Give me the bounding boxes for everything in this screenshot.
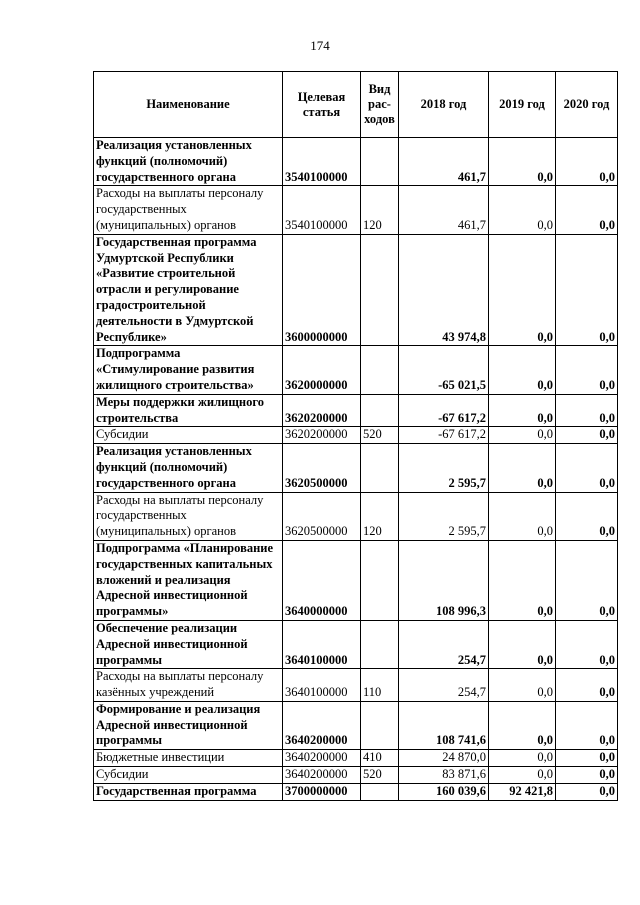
row-2019: 0,0 <box>489 767 556 784</box>
row-expense-type: 410 <box>361 750 399 767</box>
table-row <box>94 701 618 749</box>
row-2019: 0,0 <box>489 186 556 234</box>
row-expense-type <box>361 783 399 800</box>
row-2020: 0,0 <box>556 492 618 540</box>
row-article: 3620200000 <box>283 427 361 444</box>
row-expense-type <box>361 234 399 346</box>
row-expense-type <box>361 620 399 668</box>
row-article: 3620500000 <box>283 492 361 540</box>
row-name: Реализация установленных функций (полномочий) государственного органа <box>94 138 283 186</box>
table-row <box>94 346 618 394</box>
row-article: 3640100000 <box>283 620 361 668</box>
row-2019: 0,0 <box>489 234 556 346</box>
row-article: 3640100000 <box>283 669 361 702</box>
row-article: 3640000000 <box>283 540 361 620</box>
row-article: 3640200000 <box>283 701 361 749</box>
header-row <box>94 72 618 138</box>
row-name: Реализация установленных функций (полномочий) государственного органа <box>94 444 283 492</box>
row-2019: 0,0 <box>489 540 556 620</box>
row-2019: 0,0 <box>489 750 556 767</box>
row-expense-type: 120 <box>361 492 399 540</box>
row-2019: 0,0 <box>489 138 556 186</box>
row-name: Подпрограмма «Стимулирование развития жилищного строительства» <box>94 346 283 394</box>
row-name: Расходы на выплаты персоналу казённых учреждений <box>94 669 283 702</box>
row-article: 3620200000 <box>283 394 361 427</box>
row-name: Субсидии <box>94 427 283 444</box>
header-name: Наименование <box>94 72 283 138</box>
table-row <box>94 138 618 186</box>
row-article: 3600000000 <box>283 234 361 346</box>
table-row <box>94 492 618 540</box>
row-2020: 0,0 <box>556 427 618 444</box>
row-2018: 254,7 <box>399 620 489 668</box>
row-2018: 43 974,8 <box>399 234 489 346</box>
row-expense-type: 120 <box>361 186 399 234</box>
row-2018: 461,7 <box>399 186 489 234</box>
row-2018: 2 595,7 <box>399 492 489 540</box>
row-expense-type <box>361 346 399 394</box>
row-article: 3640200000 <box>283 750 361 767</box>
header-2020: 2020 год <box>556 72 618 138</box>
row-2019: 0,0 <box>489 701 556 749</box>
row-expense-type: 110 <box>361 669 399 702</box>
row-2019: 92 421,8 <box>489 783 556 800</box>
row-2020: 0,0 <box>556 540 618 620</box>
row-name: Обеспечение реализации Адресной инвестиционной программы <box>94 620 283 668</box>
row-name: Меры поддержки жилищного строительства <box>94 394 283 427</box>
row-name: Подпрограмма «Планирование государственных капитальных вложений и реализация Адресной инвестиционной программы» <box>94 540 283 620</box>
table-row <box>94 750 618 767</box>
table-row <box>94 783 618 800</box>
row-expense-type <box>361 540 399 620</box>
table-row <box>94 540 618 620</box>
table-row <box>94 186 618 234</box>
row-2018: 24 870,0 <box>399 750 489 767</box>
row-name: Государственная программа Удмуртской Республики «Развитие строительной отрасли и регулирование градостроительной деятельности в Удмуртской Республике» <box>94 234 283 346</box>
row-2018: 83 871,6 <box>399 767 489 784</box>
row-2018: -67 617,2 <box>399 427 489 444</box>
row-2018: 461,7 <box>399 138 489 186</box>
row-expense-type <box>361 138 399 186</box>
row-expense-type <box>361 444 399 492</box>
row-expense-type <box>361 394 399 427</box>
row-2020: 0,0 <box>556 394 618 427</box>
row-name: Государственная программа <box>94 783 283 800</box>
table-row <box>94 427 618 444</box>
row-2018: 108 741,6 <box>399 701 489 749</box>
row-2020: 0,0 <box>556 701 618 749</box>
row-2020: 0,0 <box>556 750 618 767</box>
row-article: 3620000000 <box>283 346 361 394</box>
row-2020: 0,0 <box>556 669 618 702</box>
row-2020: 0,0 <box>556 346 618 394</box>
row-2019: 0,0 <box>489 669 556 702</box>
header-expense-type: Вид рас-ходов <box>361 72 399 138</box>
row-2019: 0,0 <box>489 394 556 427</box>
row-2020: 0,0 <box>556 783 618 800</box>
row-article: 3540100000 <box>283 138 361 186</box>
row-article: 3700000000 <box>283 783 361 800</box>
row-article: 3620500000 <box>283 444 361 492</box>
row-name: Формирование и реализация Адресной инвестиционной программы <box>94 701 283 749</box>
row-2018: 160 039,6 <box>399 783 489 800</box>
row-2018: 2 595,7 <box>399 444 489 492</box>
row-article: 3640200000 <box>283 767 361 784</box>
table-row <box>94 620 618 668</box>
row-2020: 0,0 <box>556 444 618 492</box>
row-name: Бюджетные инвестиции <box>94 750 283 767</box>
row-2018: 108 996,3 <box>399 540 489 620</box>
budget-table <box>93 71 618 801</box>
row-2018: 254,7 <box>399 669 489 702</box>
row-2019: 0,0 <box>489 492 556 540</box>
row-name: Субсидии <box>94 767 283 784</box>
table-row <box>94 394 618 427</box>
row-expense-type <box>361 701 399 749</box>
row-expense-type: 520 <box>361 767 399 784</box>
row-2020: 0,0 <box>556 767 618 784</box>
row-expense-type: 520 <box>361 427 399 444</box>
row-name: Расходы на выплаты персоналу государственных (муниципальных) органов <box>94 492 283 540</box>
table-row <box>94 444 618 492</box>
page-number: 174 <box>310 38 330 53</box>
row-name: Расходы на выплаты персоналу государственных (муниципальных) органов <box>94 186 283 234</box>
row-2020: 0,0 <box>556 234 618 346</box>
row-2019: 0,0 <box>489 427 556 444</box>
table-row <box>94 767 618 784</box>
row-2019: 0,0 <box>489 444 556 492</box>
table-row <box>94 669 618 702</box>
row-2019: 0,0 <box>489 620 556 668</box>
row-2019: 0,0 <box>489 346 556 394</box>
row-2020: 0,0 <box>556 620 618 668</box>
table-row <box>94 234 618 346</box>
row-2020: 0,0 <box>556 186 618 234</box>
header-2018: 2018 год <box>399 72 489 138</box>
header-article: Целевая статья <box>283 72 361 138</box>
row-article: 3540100000 <box>283 186 361 234</box>
row-2018: -65 021,5 <box>399 346 489 394</box>
header-2019: 2019 год <box>489 72 556 138</box>
row-2020: 0,0 <box>556 138 618 186</box>
row-2018: -67 617,2 <box>399 394 489 427</box>
